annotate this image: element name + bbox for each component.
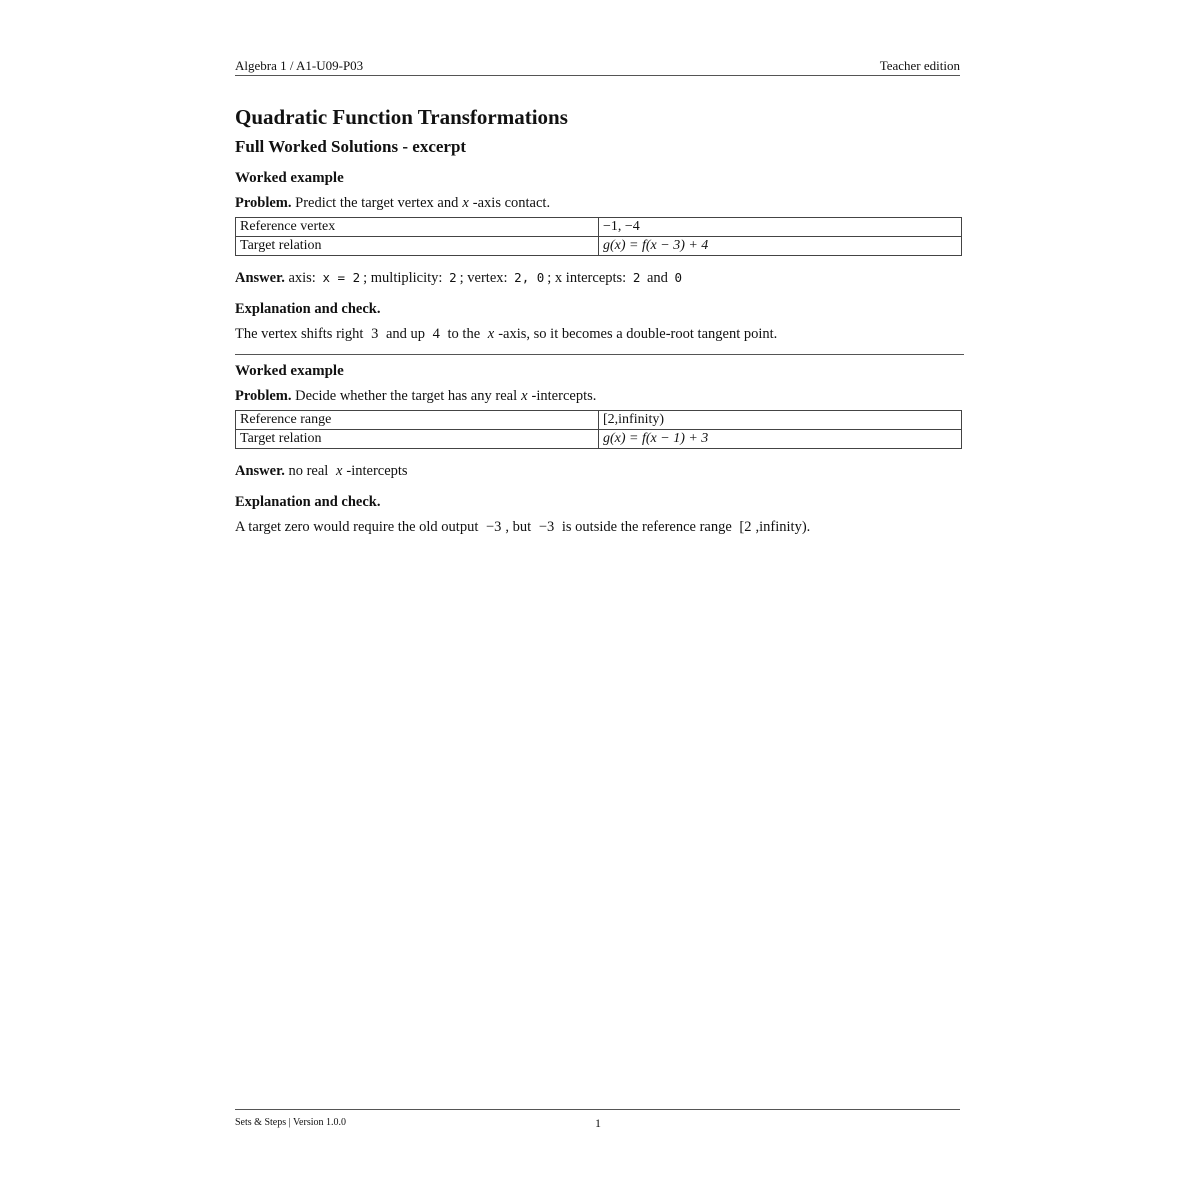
explanation-fragment: A target zero would require the old output [235, 519, 479, 535]
table-value: [2,infinity) [599, 411, 962, 430]
answer-variable: x [335, 463, 343, 479]
explanation-number: −3 [538, 519, 555, 535]
explanation-text [235, 517, 964, 537]
table-value: −1, −4 [599, 218, 962, 237]
answer [235, 268, 964, 288]
explanation-fragment: to the [447, 326, 481, 342]
table-key: Reference range [236, 411, 599, 430]
table-key: Target relation [236, 430, 599, 449]
problem-text-end: -axis contact. [472, 195, 551, 211]
answer-text: ; x intercepts: [547, 270, 627, 286]
answer-text: and [646, 270, 668, 286]
page-footer [235, 1109, 960, 1128]
explanation-fragment: and up [385, 326, 426, 342]
explanation-text [235, 324, 964, 344]
answer-text: axis: [288, 270, 316, 286]
worked-example-2 [235, 361, 964, 537]
problem-text-end: -intercepts. [531, 388, 597, 404]
answer-text: ; vertex: [459, 270, 508, 286]
table-value: g(x) = f(x − 1) + 3 [599, 430, 962, 449]
table-row [236, 218, 962, 237]
worked-example-1 [235, 168, 964, 344]
answer-text: -intercepts [346, 463, 408, 479]
table-key: Target relation [236, 237, 599, 256]
explanation-fragment: , but [505, 519, 532, 535]
problem-statement [235, 193, 964, 213]
table-row [236, 237, 962, 256]
explanation-heading: Explanation and check. [235, 494, 381, 510]
document-page [235, 0, 962, 1200]
answer-label: Answer. [235, 270, 285, 286]
explanation-number: 3 [371, 326, 379, 342]
explanation-number: −3 [485, 519, 502, 535]
section-divider [235, 354, 964, 355]
explanation-variable: x [487, 326, 495, 342]
table-key: Reference vertex [236, 218, 599, 237]
table-row [236, 411, 962, 430]
example-label: Worked example [235, 170, 344, 186]
explanation-fragment: ,infinity). [755, 519, 811, 535]
problem-label: Problem. [235, 388, 292, 404]
page-subtitle: Full Worked Solutions - excerpt [235, 137, 467, 156]
answer-label: Answer. [235, 463, 285, 479]
answer [235, 461, 964, 481]
problem-text: Predict the target vertex and [295, 195, 459, 211]
page-number: 1 [595, 1116, 601, 1130]
problem-label: Problem. [235, 195, 292, 211]
content [235, 104, 964, 537]
table-value: g(x) = f(x − 3) + 4 [599, 237, 962, 256]
answer-value: x = 2 [322, 270, 361, 285]
answer-value: 0 [674, 270, 683, 285]
header-edition: Teacher edition [879, 58, 960, 73]
page-title: Quadratic Function Transformations [235, 105, 568, 129]
reference-table [235, 217, 962, 256]
header-course-code: Algebra 1 / A1-U09-P03 [235, 58, 364, 73]
explanation-heading: Explanation and check. [235, 301, 381, 317]
problem-statement [235, 386, 964, 406]
explanation-fragment: The vertex shifts right [235, 326, 364, 342]
answer-text: ; multiplicity: [363, 270, 443, 286]
answer-value: 2, 0 [514, 270, 545, 285]
answer-value: 2 [632, 270, 641, 285]
running-header [235, 58, 960, 76]
explanation-fragment: is outside the reference range [561, 519, 732, 535]
explanation-number: [2 [739, 519, 752, 535]
problem-variable: x [462, 195, 469, 211]
answer-text: no real [288, 463, 329, 479]
problem-text: Decide whether the target has any real [295, 388, 518, 404]
reference-table [235, 410, 962, 449]
footer-version: Sets & Steps | Version 1.0.0 [235, 1117, 346, 1128]
explanation-number: 4 [432, 326, 440, 342]
example-label: Worked example [235, 363, 344, 379]
problem-variable: x [521, 388, 528, 404]
explanation-fragment: -axis, so it becomes a double-root tangent point. [498, 326, 778, 342]
table-row [236, 430, 962, 449]
answer-value: 2 [449, 270, 457, 285]
